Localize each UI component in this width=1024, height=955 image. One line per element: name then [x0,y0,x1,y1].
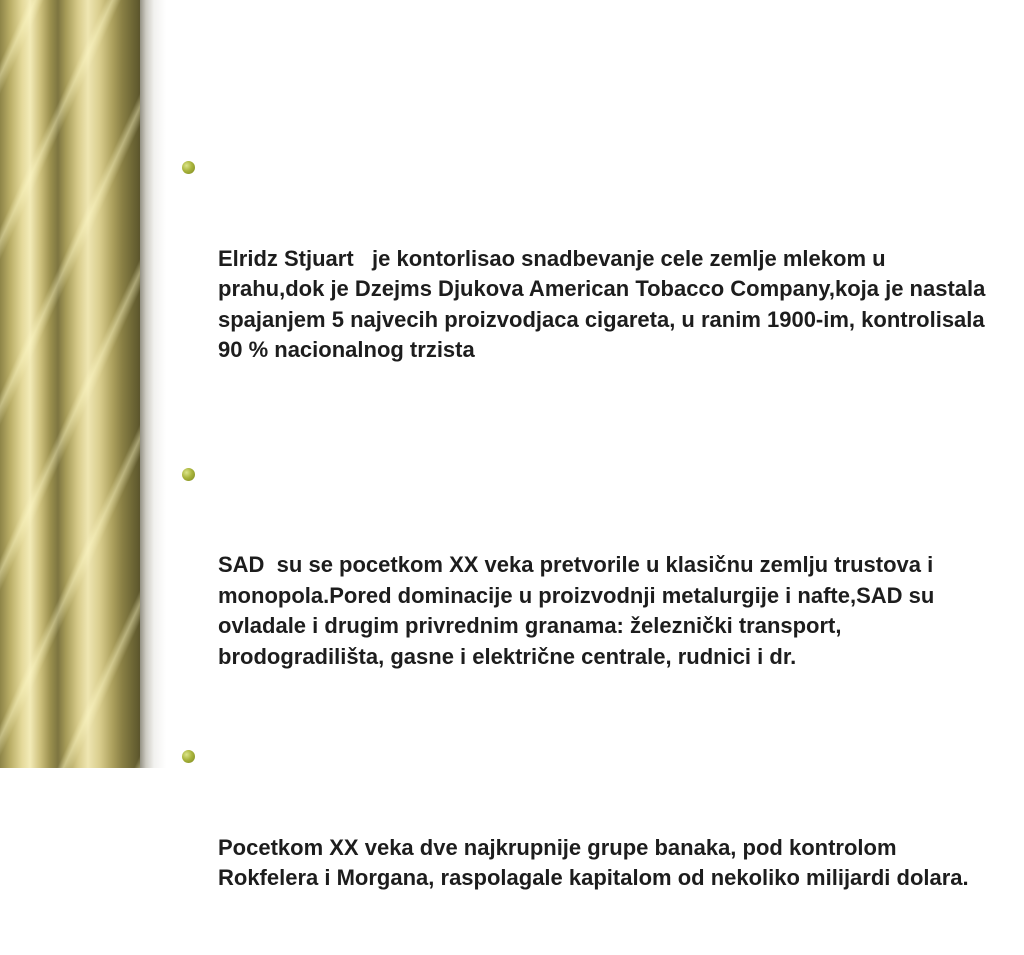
gold-column-border [0,0,140,768]
bullet-list [182,152,997,955]
olive-sphere-bullet-icon [182,750,195,763]
bullet-item-2 [182,459,997,734]
olive-sphere-bullet-icon [182,468,195,481]
bullet-text: SAD su se pocetkom XX veka pretvorile u klasičnu zemlju trustova i monopola.Pored dominacije u proizvodnji metalurgije i nafte,SAD su ovladale i drugim privrednim granama: železnički transport, brodogradilišta, gasne i električne centrale, rudnici i dr. [218,552,947,669]
bullet-item-1 [182,152,997,427]
olive-sphere-bullet-icon [182,161,195,174]
bullet-text: Pocetkom XX veka dve najkrupnije grupe banaka, pod kontrolom Rokfelera i Morgana, raspolagale kapitalom od nekoliko milijardi dolara. [218,834,969,890]
bullet-item-3 [182,741,997,955]
bullet-text: Elridz Stjuart je kontorlisao snadbevanje cele zemlje mlekom u prahu,dok je Dzejms Djukova American Tobacco Company,koja je nastala spajanjem 5 najvecih proizvodjaca cigareta, u ranim 1900-im, kontrolisala 90 % nacionalnog trzista [218,245,992,362]
slide-content [182,152,997,955]
column-shadow [140,0,166,768]
